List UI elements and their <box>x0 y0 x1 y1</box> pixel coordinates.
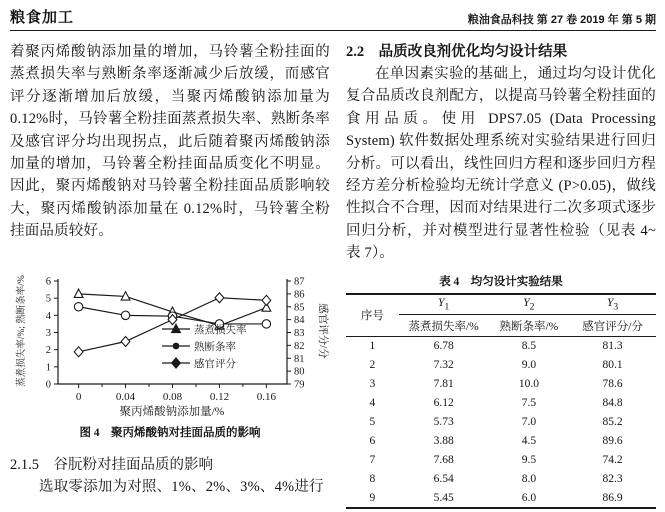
table-cell: 1 <box>369 340 376 353</box>
table-cell: 78.6 <box>602 378 623 391</box>
svg-text:0.16: 0.16 <box>256 390 277 403</box>
table-row <box>346 413 656 432</box>
svg-text:85: 85 <box>294 301 305 313</box>
svg-text:感官评分/分: 感官评分/分 <box>317 302 328 359</box>
figure-caption: 图 4 聚丙烯酸钠对挂面品质的影响 <box>79 426 261 439</box>
svg-text:79: 79 <box>294 379 305 391</box>
svg-text:0.08: 0.08 <box>162 390 183 403</box>
svg-text:80: 80 <box>294 366 305 378</box>
svg-text:2: 2 <box>45 344 51 356</box>
uniform-design-table <box>346 293 656 509</box>
table-cell: 7.0 <box>521 416 537 429</box>
table-cell: 7.81 <box>433 378 454 391</box>
right-column <box>346 41 656 509</box>
table-cell: 2 <box>369 359 376 372</box>
table-body <box>346 337 656 508</box>
table-cell: 8.0 <box>521 473 537 486</box>
svg-text:0: 0 <box>75 390 82 403</box>
table-caption: 表 4 均匀设计实验结果 <box>439 275 563 288</box>
table-cell: 6.78 <box>433 340 454 353</box>
svg-text:81: 81 <box>294 353 305 365</box>
table-cell: 86.9 <box>602 491 623 504</box>
table-cell: 6 <box>369 435 376 448</box>
figure4-chart-svg <box>10 267 332 417</box>
svg-text:5: 5 <box>45 293 51 305</box>
column-header-y2: $Y_2$ <box>489 294 570 315</box>
table-cell: 6.12 <box>433 397 454 410</box>
table-row <box>346 451 656 470</box>
table-cell: 7.68 <box>433 454 454 467</box>
table-cell: 8.5 <box>521 340 537 353</box>
svg-text:0.12: 0.12 <box>209 390 230 403</box>
column-header-seq: 序号 <box>346 294 399 337</box>
right-paragraph: 在单因素实验的基础上，通过均匀设计优化复合品质改良剂配方，以提高马铃薯全粉挂面的食用品质。使用 DPS7.05 (Data Processing System) 软件数据处理系统对实验结果进行回归分析。可以看出，线性回归方程和逐步回归方程经方差分析检验均无统计学意义 (P>0.05)，做线性拟合不合理，因而对结果进行二次多项式逐步回归分析，并对模型进行显著性检验（见表 4~表 7）。 <box>346 66 656 262</box>
column-header-y1: $Y_1$ <box>399 294 489 315</box>
svg-text:84: 84 <box>294 314 305 326</box>
section-number: 2.1.5 <box>10 456 39 473</box>
svg-text:感官评分: 感官评分 <box>194 358 236 370</box>
table-cell: 74.2 <box>602 454 623 467</box>
table-cell: 5 <box>369 416 376 429</box>
table-cell: 9.0 <box>521 359 537 372</box>
figure-4 <box>10 267 330 440</box>
section-title: 谷朊粉对挂面品质的影响 <box>53 456 213 473</box>
table-row <box>346 489 656 508</box>
column-header-broken-rate: 熟断条率/% <box>489 315 570 337</box>
svg-text:3: 3 <box>45 327 51 339</box>
header-journal-info: 粮油食品科技 第 27 卷 2019 年 第 5 期 <box>467 14 656 26</box>
table-cell: 81.3 <box>602 340 623 353</box>
table-cell: 10.0 <box>518 378 539 391</box>
table-cell: 89.6 <box>602 435 623 448</box>
table-cell: 5.73 <box>433 416 454 429</box>
left-paragraph: 着聚丙烯酸钠添加量的增加，马铃薯全粉挂面的蒸煮损失率与熟断条率逐渐减少后放缓，而感官评分逐渐增加后放缓，当聚丙烯酸钠添加量为0.12%时，马铃薯全粉挂面蒸煮损失率、熟断条率及感官评分均出现拐点，此后随着聚丙烯酸钠添加量的增加，马铃薯全粉挂面品质变化不明显。因此，聚丙烯酸钠对马铃薯全粉挂面品质影响较大，聚丙烯酸钠添加量在 0.12%时，马铃薯全粉挂面品质较好。 <box>10 44 330 240</box>
table-cell: 84.8 <box>602 397 623 410</box>
svg-text:蒸煮损失率/%; 熟断条率/%: 蒸煮损失率/%; 熟断条率/% <box>17 274 27 387</box>
svg-text:熟断条率: 熟断条率 <box>194 341 236 353</box>
two-column-layout <box>10 41 656 509</box>
table-header <box>346 294 656 337</box>
svg-text:86: 86 <box>294 289 305 301</box>
table-cell: 7 <box>369 454 376 467</box>
left-column <box>10 41 330 509</box>
table-cell: 5.45 <box>433 491 454 504</box>
table-cell: 85.2 <box>602 416 623 429</box>
table-cell: 9 <box>369 491 376 504</box>
table-cell: 4 <box>369 397 376 410</box>
table-row <box>346 356 656 375</box>
svg-text:82: 82 <box>294 340 305 352</box>
svg-text:聚丙烯酸钠添加量/%: 聚丙烯酸钠添加量/% <box>119 405 225 417</box>
section-number: 2.2 <box>346 44 365 60</box>
svg-text:6: 6 <box>45 276 51 288</box>
svg-text:蒸煮损失率: 蒸煮损失率 <box>194 324 247 336</box>
table-cell: 3.88 <box>433 435 454 448</box>
svg-text:1: 1 <box>45 361 51 373</box>
svg-text:0.04: 0.04 <box>115 390 136 403</box>
column-header-cooking-loss: 蒸煮损失率/% <box>399 315 489 337</box>
section-heading-2-2 <box>346 41 656 63</box>
table-row <box>346 375 656 394</box>
left-paragraph-2: 选取零添加为对照、1%、2%、3%、4%进行 <box>39 478 324 495</box>
page-header <box>10 6 656 31</box>
table-cell: 7.32 <box>433 359 454 372</box>
table-cell: 8 <box>369 473 376 486</box>
section-heading-2-1-5 <box>10 454 330 476</box>
column-header-sensory-score: 感官评分/分 <box>569 315 656 337</box>
table-row <box>346 432 656 451</box>
svg-text:4: 4 <box>45 310 51 322</box>
table-cell: 80.1 <box>602 359 623 372</box>
table-cell: 6.54 <box>433 473 454 486</box>
svg-text:87: 87 <box>294 276 305 288</box>
table-cell: 9.5 <box>521 454 537 467</box>
header-section-title: 粮食加工 <box>10 9 75 26</box>
table-cell: 82.3 <box>602 473 623 486</box>
table-cell: 7.5 <box>521 397 537 410</box>
table-cell: 6.0 <box>521 491 537 504</box>
column-header-y3: $Y_3$ <box>569 294 656 315</box>
table-cell: 4.5 <box>521 435 537 448</box>
table-cell: 3 <box>369 378 376 391</box>
table-row <box>346 470 656 489</box>
table-row <box>346 337 656 356</box>
section-title: 品质改良剂优化均匀设计结果 <box>378 44 568 60</box>
svg-text:0: 0 <box>45 379 51 391</box>
table-row <box>346 394 656 413</box>
svg-text:83: 83 <box>294 327 305 339</box>
